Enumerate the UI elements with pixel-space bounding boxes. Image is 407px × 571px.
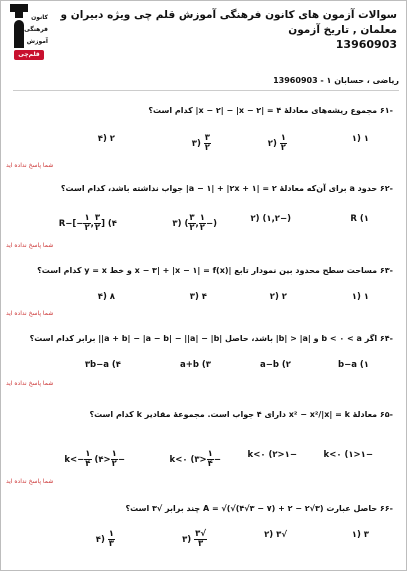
not-answered-65: شما پاسخ نداده اید [6,478,54,485]
option-65-1[interactable]: −۱<k<۰ (۱ [323,450,373,460]
option-64-2[interactable]: a−b (۲ [260,360,291,370]
header [0,0,407,68]
option-65-2[interactable]: −۱<k<۰ (۲ [247,450,297,460]
option-63-2[interactable]: ۲ (۲ [269,292,287,302]
options-63 [0,292,407,316]
logo-badge: قلم‌چی [14,50,44,60]
options-64 [0,360,407,384]
question-65: -۶۵ معادلهٔ x² − x²/|x| = k دارای ۴ جواب است. مجموعهٔ مقادیر k کدام است؟ [89,410,393,419]
graduation-cap-icon [10,4,28,12]
options-62 [0,214,407,238]
options-61 [0,134,407,158]
option-64-1[interactable]: b−a (۱ [338,360,369,370]
logo-text-2: فرهنگی [24,26,48,33]
option-66-2[interactable]: √۳ (۲ [264,530,287,540]
option-63-4[interactable]: ۸ (۴ [97,292,115,302]
figure-icon [14,20,24,48]
option-61-1[interactable]: ۱ (۱ [351,134,369,144]
option-64-4[interactable]: ۳b−a (۴ [84,360,121,370]
not-answered-61: شما پاسخ نداده اید [6,162,54,169]
option-63-1[interactable]: ۱ (۱ [351,292,369,302]
question-63: -۶۳ مساحت سطح محدود بین نمودار تابع |x − ۳| + |x − ۱| = f(x) و خط y = x کدام است؟ [37,266,393,275]
option-62-2[interactable]: (−۱,۲) (۲ [250,214,291,224]
option-66-1[interactable]: ۳ (۱ [351,530,369,540]
question-66: -۶۶ حاصل عبارت A = √(√(۴√۳ − ۷) + ۲ − ۲√۳) چند برابر √۳ است؟ [125,504,393,513]
option-62-4[interactable]: R−[− $\frac{۱}{۲}$ , $\frac{۳}{۲}$ ] (۴ [58,213,117,233]
option-62-1[interactable]: R (۱ [350,214,369,224]
question-62: -۶۲ حدود a برای آن‌که معادلهٔ ۲ = |a − ۱| + |۲x + ۱| جواب نداشته باشد، کدام است؟ [60,184,393,193]
option-61-4[interactable]: ۲ (۴ [97,134,115,144]
page-title: سوالات آزمون های کانون فرهنگی آموزش قلم چی ویژه دبیران و معلمان , تاریخ آزمون [60,9,397,36]
option-62-3[interactable]: (− $\frac{۱}{۲}$ , $\frac{۳}{۲}$ ) (۳ [172,213,217,233]
option-64-3[interactable]: a+b (۳ [180,360,211,370]
option-61-3[interactable]: $\frac{۳}{۲}$ (۳ [191,133,210,153]
section-label: ریاضی ، حسابان ۱ - 13960903 [13,76,399,91]
options-66 [0,530,407,554]
option-66-3[interactable]: $\frac{√۳}{۳}$ (۳ [182,529,206,549]
question-61: -۶۱ مجموع ریشه‌های معادلهٔ ۴ = |x − ۲| − |x − ۲| کدام است؟ [148,106,393,115]
logo-text-1: کانون [31,14,48,21]
not-answered-64: شما پاسخ نداده اید [6,380,54,387]
question-64: -۶۴ اگر b < ۰ < a و |b| > |a| باشد، حاصل |a + b| − |a − b| − ||a| − |b|| برابر کدام است؟ [29,334,393,343]
option-66-4[interactable]: $\frac{۱}{۳}$ (۴ [95,529,114,549]
not-answered-63: شما پاسخ نداده اید [6,310,54,317]
option-65-4[interactable]: − $\frac{۱}{۲}$ <k<− $\frac{۱}{۴}$ (۴ [64,449,125,469]
kanoon-logo [6,4,48,66]
option-65-3[interactable]: − $\frac{۱}{۴}$ <k<۰ (۳ [169,449,221,469]
option-61-2[interactable]: $\frac{۱}{۲}$ (۲ [267,133,286,153]
options-65 [0,450,407,474]
exam-code: 13960903 [335,38,397,51]
option-63-3[interactable]: ۴ (۳ [189,292,207,302]
logo-text-3: آموزش [26,38,48,45]
not-answered-62: شما پاسخ نداده اید [6,242,54,249]
